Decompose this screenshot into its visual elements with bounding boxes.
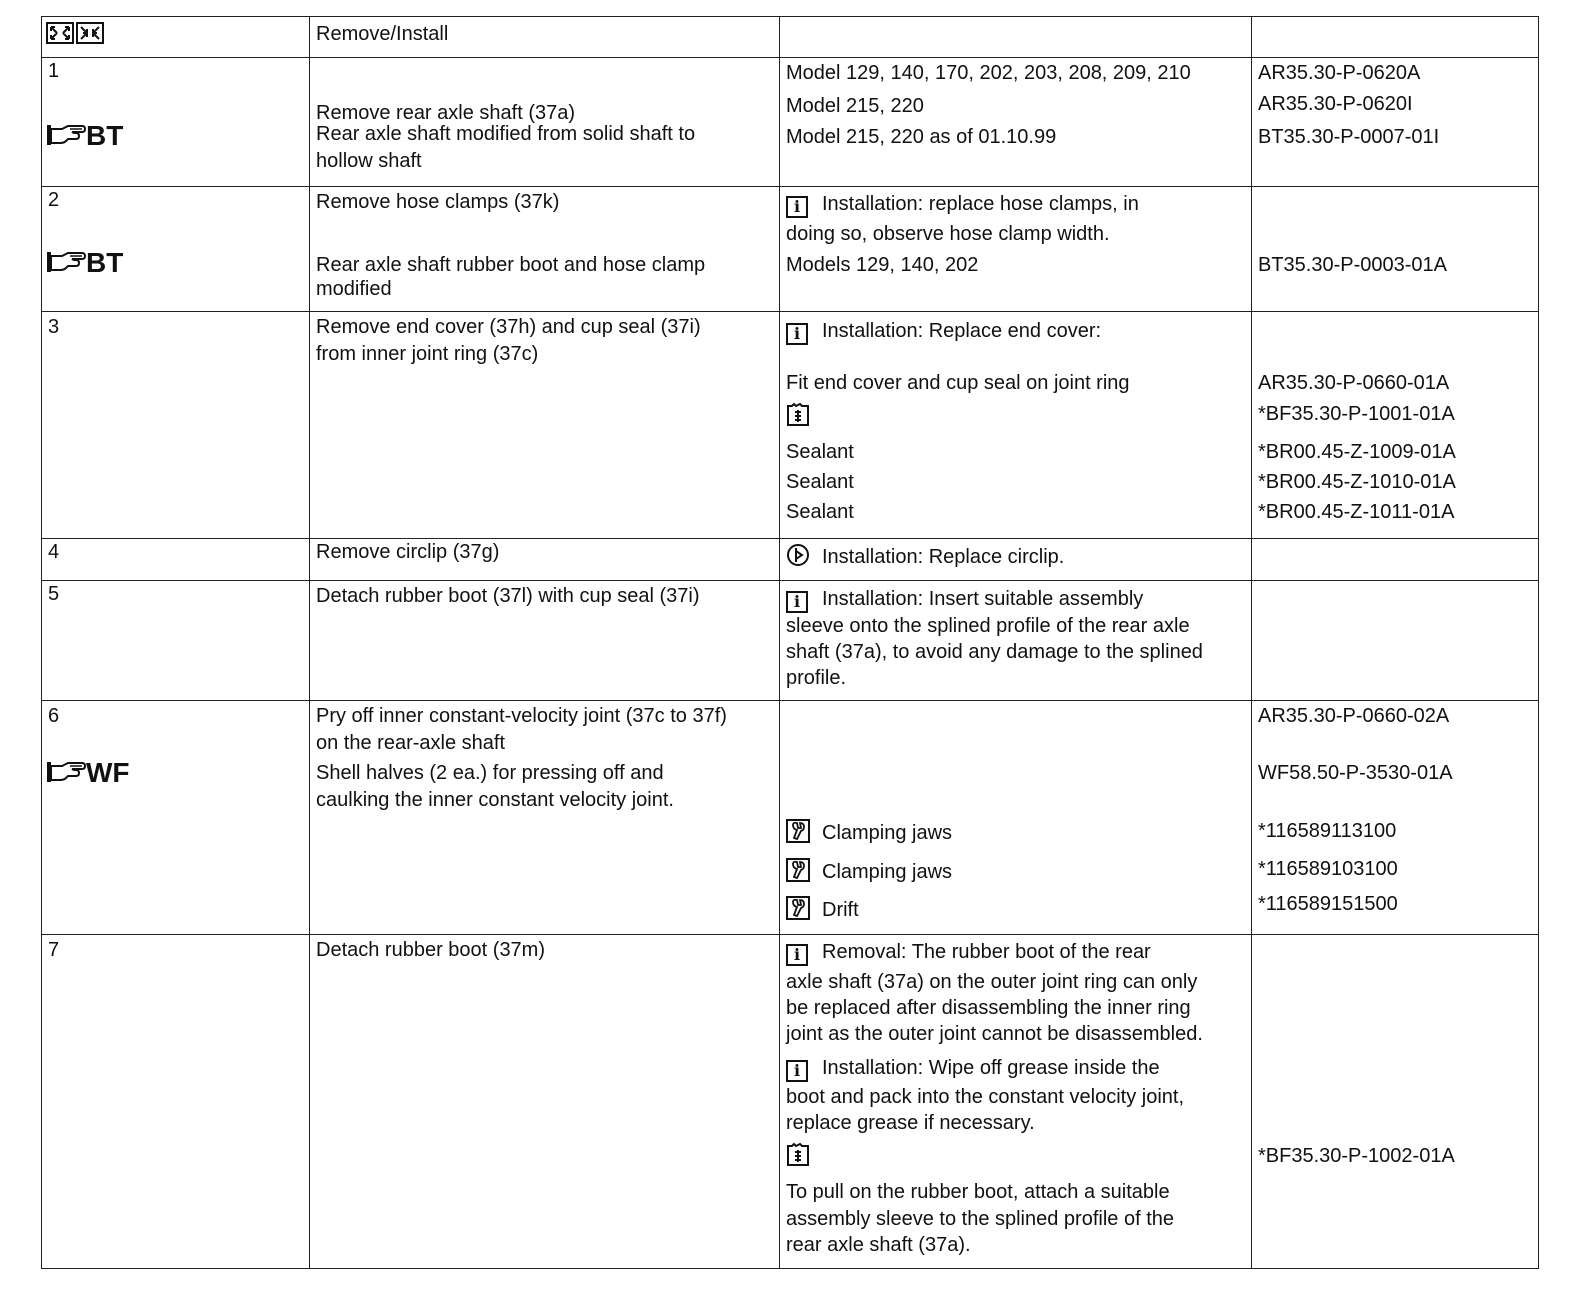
note-text: profile.: [786, 667, 847, 689]
header-title: Remove/Install: [316, 23, 449, 45]
action-text: from inner joint ring (37c): [316, 343, 539, 365]
action-text: on the rear-axle shaft: [316, 732, 505, 754]
replace-part-icon: [786, 543, 810, 567]
info-icon: i: [786, 944, 808, 966]
step-number: 2: [48, 189, 60, 211]
note-text: joint as the outer joint cannot be disassembled.: [786, 1023, 1203, 1045]
step-number: 6: [48, 705, 60, 727]
note-text: replace grease if necessary.: [786, 1112, 1035, 1134]
note-text: axle shaft (37a) on the outer joint ring can only: [786, 971, 1198, 993]
note-text: doing so, observe hose clamp width.: [786, 223, 1110, 245]
action-text: Pry off inner constant-velocity joint (37c to 37f): [316, 705, 727, 727]
info-icon: i: [786, 591, 808, 613]
note-text: Replace circlip.: [928, 546, 1065, 568]
note-text: Insert suitable assembly: [928, 588, 1144, 610]
doc-link[interactable]: BT35.30-P-0007-01I: [1258, 126, 1440, 148]
note-text: boot and pack into the constant velocity joint,: [786, 1086, 1185, 1108]
reference-link-bt[interactable]: [46, 120, 123, 152]
info-icon: i: [786, 1060, 808, 1082]
note-text: Model 129, 140, 170, 202, 203, 208, 209, 210: [786, 62, 1191, 84]
special-tool-icon: [786, 896, 810, 920]
step-number: 7: [48, 939, 60, 961]
table-row: [42, 539, 1539, 581]
note-text: rear axle shaft (37a).: [786, 1234, 971, 1256]
action-text: Remove hose clamps (37k): [316, 191, 560, 213]
doc-link[interactable]: *BR00.45-Z-1009-01A: [1258, 441, 1456, 463]
action-text: Detach rubber boot (37l) with cup seal (37i): [316, 585, 700, 607]
note-text: Models 129, 140, 202: [786, 254, 979, 276]
note-label: Installation:: [822, 588, 924, 610]
note-label: Installation:: [822, 546, 924, 568]
note-text: replace hose clamps, in: [928, 193, 1139, 215]
table-row: [42, 312, 1539, 539]
table-row: [42, 701, 1539, 935]
reference-link-bt[interactable]: [46, 247, 123, 279]
note-text: be replaced after disassembling the inner ring: [786, 997, 1191, 1019]
doc-link[interactable]: *BF35.30-P-1002-01A: [1258, 1145, 1455, 1167]
action-text: Remove end cover (37h) and cup seal (37i): [316, 316, 701, 338]
note-text: Replace end cover:: [928, 320, 1102, 342]
doc-link[interactable]: AR35.30-P-0620I: [1258, 93, 1413, 115]
table-row: [42, 187, 1539, 312]
note-text: shaft (37a), to avoid any damage to the splined: [786, 641, 1203, 663]
info-icon: i: [786, 323, 808, 345]
pointing-hand-icon: [46, 250, 86, 274]
grease-icon: [786, 1142, 810, 1166]
step-number: 3: [48, 316, 60, 338]
reference-label: WF: [86, 757, 130, 788]
note-text: Sealant: [786, 501, 854, 523]
note-text: Model 215, 220: [786, 95, 924, 117]
doc-link[interactable]: AR35.30-P-0620A: [1258, 62, 1421, 84]
note-label: Installation:: [822, 320, 924, 342]
step-number: 5: [48, 583, 60, 605]
doc-link[interactable]: BT35.30-P-0003-01A: [1258, 254, 1448, 276]
action-text: Detach rubber boot (37m): [316, 939, 546, 961]
note-label: Removal:: [822, 941, 907, 963]
note-text: Model 215, 220 as of 01.10.99: [786, 126, 1057, 148]
pointing-hand-icon: [46, 123, 86, 147]
doc-link[interactable]: *BR00.45-Z-1010-01A: [1258, 471, 1456, 493]
special-tool-icon: [786, 819, 810, 843]
action-text: hollow shaft: [316, 150, 422, 172]
table-row: [42, 58, 1539, 187]
note-text: sleeve onto the splined profile of the rear axle: [786, 615, 1190, 637]
step-number: 1: [48, 60, 60, 82]
step-number: 4: [48, 541, 60, 563]
note-label: Installation:: [822, 1057, 924, 1079]
note-text: To pull on the rubber boot, attach a suitable: [786, 1181, 1170, 1203]
doc-link[interactable]: *116589113100: [1258, 820, 1397, 842]
doc-link[interactable]: AR35.30-P-0660-02A: [1258, 705, 1450, 727]
note-text: Wipe off grease inside the: [928, 1057, 1160, 1079]
action-text: Rear axle shaft rubber boot and hose clamp: [316, 254, 706, 276]
tool-name: Clamping jaws: [822, 861, 953, 883]
note-text: assembly sleeve to the splined profile of the: [786, 1208, 1174, 1230]
doc-link[interactable]: *BR00.45-Z-1011-01A: [1258, 501, 1455, 523]
expand-collapse-icons[interactable]: [46, 22, 104, 50]
grease-icon: [786, 402, 810, 426]
action-text: Shell halves (2 ea.) for pressing off and: [316, 762, 664, 784]
info-icon: i: [786, 196, 808, 218]
doc-link[interactable]: *116589103100: [1258, 858, 1398, 880]
special-tool-icon: [786, 858, 810, 882]
procedure-table: [41, 16, 1539, 1269]
doc-link[interactable]: AR35.30-P-0660-01A: [1258, 372, 1450, 394]
action-text: modified: [316, 278, 392, 300]
action-text: caulking the inner constant velocity joint.: [316, 789, 674, 811]
note-text: The rubber boot of the rear: [911, 941, 1151, 963]
reference-label: BT: [86, 120, 124, 151]
tool-name: Clamping jaws: [822, 822, 953, 844]
doc-link[interactable]: *116589151500: [1258, 893, 1398, 915]
action-text: Rear axle shaft modified from solid shaft to: [316, 123, 696, 145]
header-row: [42, 17, 1539, 58]
note-text: Sealant: [786, 471, 854, 493]
pointing-hand-icon: [46, 760, 86, 784]
reference-label: BT: [86, 247, 124, 278]
doc-link[interactable]: WF58.50-P-3530-01A: [1258, 762, 1453, 784]
table-row: [42, 581, 1539, 701]
action-text: Remove circlip (37g): [316, 541, 500, 563]
doc-link[interactable]: *BF35.30-P-1001-01A: [1258, 403, 1455, 425]
tool-name: Drift: [822, 899, 859, 921]
reference-link-wf[interactable]: [46, 757, 130, 789]
note-text: Fit end cover and cup seal on joint ring: [786, 372, 1130, 394]
note-text: Sealant: [786, 441, 854, 463]
note-label: Installation:: [822, 193, 924, 215]
table-row: [42, 935, 1539, 1269]
action-text: Remove rear axle shaft (37a): [316, 102, 576, 124]
